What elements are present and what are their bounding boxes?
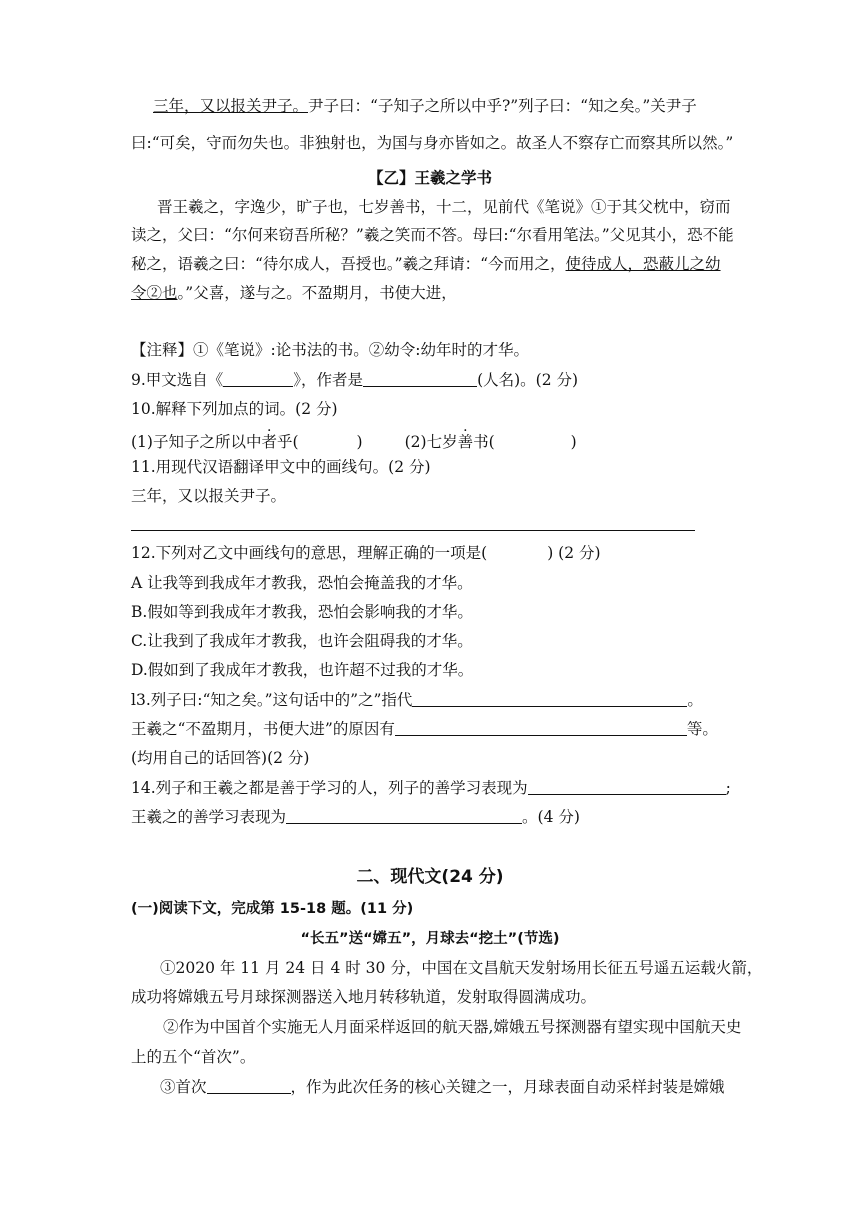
q10-1-close: ): [356, 433, 363, 451]
q12-option-d: D.假如到了我成年才教我，也许超不过我的才华。: [131, 661, 474, 679]
question-10: 10.解释下列加点的词。(2 分): [131, 400, 338, 418]
section-2-subheading: (一)阅读下文，完成第 15-18 题。(11 分): [131, 901, 414, 917]
q13-text-b: 王羲之“不盈期月，书便大进”的原因有: [131, 720, 395, 738]
q13-blank-1[interactable]: [412, 691, 687, 707]
p3-blank[interactable]: [207, 1078, 291, 1094]
article-p1-line-1: ①2020 年 11 月 24 日 4 时 30 分，中国在文昌航天发射场用长征五号遥五运载火箭，: [160, 959, 763, 977]
q12-option-c: C.让我到了我成年才教我，也许会阻碍我的才华。: [131, 632, 473, 650]
yi-underlined-sentence-part1: 使待成人，恐蔽儿之幼: [565, 255, 721, 273]
question-11: 11.用现代汉语翻译甲文中的画线句。(2 分): [131, 458, 431, 476]
q14-text-a: 14.列子和王羲之都是善于学习的人，列子的善学习表现为: [131, 779, 528, 797]
q13-text-a: l3.列子曰:“知之矣。”这句话中的”之”指代: [131, 691, 413, 709]
q10-2-dotted-word: 善: [457, 433, 474, 451]
q10-2-text-a: (2)七岁: [404, 433, 458, 451]
q10-1-dotted-word: 者: [261, 433, 277, 451]
question-10-items: [131, 432, 577, 452]
q9-text-a: 9.甲文选自《: [131, 371, 224, 389]
question-9: [131, 370, 578, 390]
yi-para-line-3: [131, 254, 721, 274]
annotation-note: 【注释】①《笔说》:论书法的书。②幼令:幼年时的才华。: [131, 341, 529, 359]
q10-1-text-a: (1)子知子之所以中: [131, 433, 262, 451]
yi-title: 【乙】王羲之学书: [367, 169, 492, 187]
question-11-sentence: 三年，又以报关尹子。: [131, 487, 287, 505]
q13-blank-2[interactable]: [395, 720, 687, 736]
p3-text-a: ③首次: [160, 1078, 207, 1096]
q12-text: 12.下列对乙文中画线句的意思，理解正确的一项是(: [131, 544, 488, 562]
jia-line-1: [153, 96, 697, 116]
q11-answer-line[interactable]: [131, 530, 695, 531]
q14-end-b: 。(4 分): [522, 808, 580, 826]
question-13-a: [131, 690, 703, 710]
question-12: [131, 543, 601, 563]
article-p2-line-2: 上的五个“首次”。: [131, 1048, 256, 1066]
q9-text-b: 》，作者是: [293, 371, 364, 389]
q9-text-c: (人名)。(2 分): [477, 371, 579, 389]
jia-line-2: 曰:“可矣，守而勿失也。非独射也，为国与身亦皆如之。故圣人不察存亡而察其所以然。”: [131, 134, 734, 152]
section-2-heading: 二、现代文(24 分): [356, 867, 504, 887]
question-14-a: [131, 778, 731, 798]
article-p3-line-1: [160, 1077, 725, 1097]
q10-2-text-c: 书(: [473, 433, 495, 451]
jia-line-1-rest: 尹子曰：“子知子之所以中乎?”列子曰：“知之矣。”关尹子: [308, 97, 697, 115]
question-13-c: (均用自己的话回答)(2 分): [131, 749, 310, 767]
q9-blank-author[interactable]: [363, 371, 477, 387]
q12-option-a: A 让我等到我成年才教我，恐怕会掩盖我的才华。: [131, 574, 473, 592]
article-title: “长五”送“嫦五”，月球去“挖土”(节选): [300, 931, 560, 947]
article-p1-line-2: 成功将嫦娥五号月球探测器送入地月转移轨道，发射取得圆满成功。: [131, 988, 597, 1006]
q12-end: ) (2 分): [547, 544, 601, 562]
p3-text-b: ，作为此次任务的核心关键之一，月球表面自动采样封装是嫦娥: [290, 1078, 725, 1096]
yi-para-line-4: [131, 283, 457, 303]
jia-underlined-sentence: 三年，又以报关尹子。: [153, 97, 309, 115]
q14-blank-1[interactable]: [528, 779, 726, 795]
q12-option-b: B.假如等到我成年才教我，恐怕会影响我的才华。: [131, 603, 473, 621]
q10-2-close: ): [570, 433, 577, 451]
yi-underlined-sentence-part2: 令②也: [131, 284, 178, 302]
q14-text-b: 王羲之的善学习表现为: [131, 808, 287, 826]
q14-blank-2[interactable]: [286, 808, 522, 824]
yi-p4-text: 。”父喜，遂与之。不盈期月，书使大进，: [177, 284, 457, 302]
yi-p3-text: 秘之，语羲之曰：“待尔成人，吾授也。”羲之拜请：“今而用之，: [131, 255, 566, 273]
q13-end-a: 。: [687, 691, 703, 709]
question-14-b: [131, 807, 580, 827]
q9-blank-source[interactable]: [223, 371, 293, 387]
question-13-b: [131, 719, 718, 739]
yi-para-line-2: 读之，父曰：“尔何来窃吾所秘？”羲之笑而不答。母曰:“尔看用笔法。”父见其小，恐不能: [131, 226, 734, 244]
q10-1-text-c: 乎(: [276, 433, 299, 451]
q13-end-b: 等。: [686, 720, 718, 738]
q14-end-a: ;: [725, 779, 731, 797]
yi-para-line-1: 晋王羲之，字逸少，旷子也，七岁善书，十二，见前代《笔说》①于其父枕中，窃而: [157, 198, 731, 216]
article-p2-line-1: ②作为中国首个实施无人月面采样返回的航天器,嫦娥五号探测器有望实现中国航天史: [163, 1018, 742, 1036]
